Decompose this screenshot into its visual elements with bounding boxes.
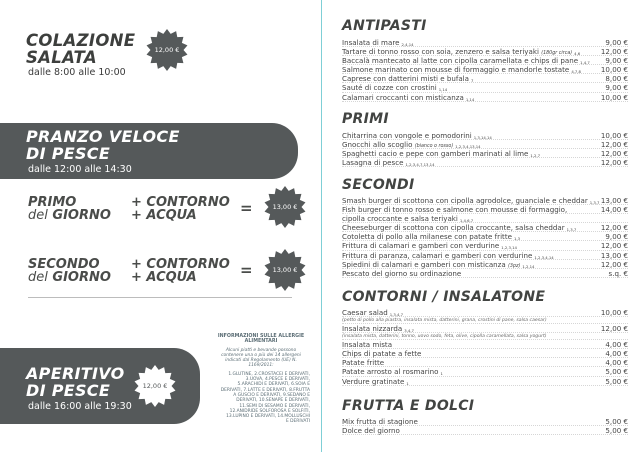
combo-primo bbox=[28, 196, 111, 222]
menu-item bbox=[342, 417, 628, 426]
menu-item-price: 9,00 € bbox=[605, 232, 628, 242]
menu-item bbox=[342, 158, 628, 167]
menu-item-name: Tartare di tonno rosso con soia, zenzero e salsa teriyaki bbox=[342, 47, 539, 57]
section-title-primi: PRIMI bbox=[342, 111, 389, 127]
allergen-body bbox=[212, 348, 310, 369]
menu-item-name: (petto di pollo alla piastra, insalata mista, datterini, grana, crostini di pane, salsa caesar) bbox=[342, 318, 547, 324]
menu-item-price: 9,00 € bbox=[605, 38, 628, 47]
contorni-list bbox=[342, 308, 628, 386]
combo-secondo-del: del bbox=[28, 270, 48, 285]
pranzo-hours: dalle 12:00 alle 14:30 bbox=[28, 164, 132, 175]
menu-item-allergens: 1 bbox=[406, 380, 409, 386]
aperitivo-title bbox=[26, 366, 125, 399]
combo-secondo-equals: = bbox=[240, 261, 253, 279]
menu-item bbox=[342, 149, 628, 158]
menu-item-name: Salmone marinato con mousse di formaggio e mandorle tostate bbox=[342, 65, 570, 75]
menu-item-price: 10,00 € bbox=[600, 65, 628, 75]
combo-secondo-extras bbox=[131, 258, 230, 284]
combo-secondo-price: 13,00 € bbox=[272, 266, 298, 274]
allergen-title-line2: ALIMENTARI bbox=[244, 339, 278, 345]
menu-item-name-wrap bbox=[342, 340, 392, 349]
menu-item-name-wrap bbox=[342, 417, 418, 426]
aperitivo-band bbox=[0, 348, 200, 424]
menu-item-note: (3pz) bbox=[508, 263, 521, 269]
menu-item bbox=[342, 140, 628, 149]
section-title-frutta: FRUTTA E DOLCI bbox=[342, 398, 475, 414]
menu-item-allergens: 4,6 bbox=[574, 51, 581, 57]
menu-item-allergens: 1,14 bbox=[465, 96, 475, 102]
menu-item-name: Cotoletta di pollo alla milanese con patate fritte bbox=[342, 232, 512, 242]
menu-item-allergens: 1,4,7 bbox=[580, 60, 590, 66]
menu-item-price: 12,00 € bbox=[600, 149, 628, 159]
menu-item-name: cipolla croccante e salsa teriyaki bbox=[342, 214, 458, 224]
secondi-list bbox=[342, 196, 628, 278]
menu-item bbox=[342, 74, 628, 83]
menu-item-name: Dolce del giorno bbox=[342, 426, 400, 436]
menu-item-name: Mix frutta di stagione bbox=[342, 417, 418, 426]
menu-item-price: 14,00 € bbox=[600, 205, 628, 215]
menu-item-name: Gnocchi allo scoglio bbox=[342, 140, 413, 150]
menu-item-allergens: 1,2,3,4,14 bbox=[534, 254, 554, 260]
pranzo-title-line1: PRANZO VELOCE bbox=[26, 127, 180, 146]
menu-item bbox=[342, 308, 628, 317]
menu-item-price: 12,00 € bbox=[600, 223, 628, 233]
section-title-contorni: CONTORNI / INSALATONE bbox=[342, 289, 546, 305]
menu-item-name: Cheeseburger di scottona con cipolla croccante, salsa cheddar bbox=[342, 223, 565, 233]
menu-item-name-wrap bbox=[342, 349, 421, 358]
allergen-list-line: DERIVATI, 7.LATTE E DERIVATI, 8.FRUTTA bbox=[220, 387, 310, 393]
combo-primo-del: del bbox=[28, 208, 48, 223]
section-title-antipasti: ANTIPASTI bbox=[342, 18, 427, 34]
menu-panel bbox=[322, 0, 640, 452]
menu-item bbox=[342, 214, 628, 223]
menu-item-price: 9,00 € bbox=[605, 83, 628, 93]
menu-item bbox=[342, 426, 628, 435]
menu-item-name: Pescato del giorno su ordinazione bbox=[342, 268, 462, 278]
menu-item bbox=[342, 358, 628, 367]
menu-item-allergens: 4,7,8 bbox=[571, 69, 581, 75]
colazione-price: 12,00 € bbox=[154, 46, 180, 54]
menu-item-name: Fish burger di tonno rosso e salmone con mousse di formaggio, bbox=[342, 205, 568, 215]
menu-item-name: Caesar salad bbox=[342, 308, 388, 317]
menu-item-name: Chips di patate a fette bbox=[342, 349, 422, 359]
menu-item bbox=[342, 324, 628, 333]
allergen-list-line: DERIVATI, 10.SENAPE E DERIVATI, bbox=[236, 398, 310, 404]
menu-item-price: 8,00 € bbox=[605, 74, 628, 84]
allergen-title-line1: INFORMAZIONI SULLE ALLERGIE bbox=[217, 334, 305, 339]
menu-item-allergens: 7 bbox=[470, 78, 474, 84]
menu-item-name: Insalata nizzarda bbox=[342, 324, 403, 334]
menu-item-name: Patate arrosto al rosmarino bbox=[342, 367, 439, 377]
menu-item-name-wrap bbox=[342, 377, 409, 388]
menu-item-description bbox=[342, 317, 628, 324]
menu-item bbox=[342, 205, 628, 214]
menu-item-price: 10,00 € bbox=[600, 131, 628, 140]
menu-item-description bbox=[342, 333, 628, 340]
colazione-title-line1: COLAZIONE bbox=[26, 31, 136, 50]
menu-item bbox=[342, 38, 628, 47]
allergen-list-line: 13.LUPINO E DERIVATI, 14.MOLLUSCHI bbox=[226, 414, 310, 420]
primi-list bbox=[342, 131, 628, 167]
menu-item-name: Smash burger di scottona con cipolla agrodolce, guanciale e cheddar bbox=[342, 196, 588, 205]
menu-item-note: (180gr circa) bbox=[541, 51, 573, 57]
pranzo-band bbox=[0, 123, 298, 179]
allergen-info bbox=[212, 334, 310, 425]
menu-item-allergens: 1,2,7 bbox=[530, 153, 541, 159]
menu-item bbox=[342, 241, 628, 250]
colazione-price-badge bbox=[146, 29, 188, 71]
allergen-body-line: 1169/2011: bbox=[248, 363, 274, 369]
menu-item-price: 12,00 € bbox=[600, 47, 628, 57]
colazione-title-line2: SALATA bbox=[26, 48, 97, 67]
allergen-list bbox=[212, 372, 310, 425]
section-title-secondi: SECONDI bbox=[342, 177, 415, 193]
menu-item-name-wrap bbox=[342, 269, 461, 278]
combo-primo-price-badge bbox=[264, 186, 306, 228]
menu-item-allergens: 1,4,6,7 bbox=[459, 218, 474, 224]
allergen-list-line: E DERIVATI bbox=[285, 419, 310, 425]
menu-item-allergens: 1,3,7 bbox=[589, 200, 600, 205]
combo-secondo-price-badge bbox=[264, 249, 306, 291]
combo-primo-equals: = bbox=[240, 199, 253, 217]
pranzo-title bbox=[26, 129, 180, 162]
menu-item-name-wrap bbox=[342, 426, 400, 435]
menu-item bbox=[342, 56, 628, 65]
menu-item-price: 12,00 € bbox=[600, 241, 628, 251]
menu-item bbox=[342, 349, 628, 358]
allergen-list-line: 11.SEMI DI SESAMO E DERIVATI, bbox=[239, 403, 310, 409]
combo-primo-price: 13,00 € bbox=[272, 203, 298, 211]
menu-item-allergens: 1,3 bbox=[513, 236, 521, 242]
menu-item-name: Verdure gratinate bbox=[342, 376, 405, 386]
aperitivo-hours: dalle 16:00 alle 19:30 bbox=[28, 401, 132, 412]
menu-item bbox=[342, 251, 628, 260]
allergen-list-line: 12.ANIDRIDE SOLFOROSA E SOLFITI, bbox=[229, 408, 310, 414]
aperitivo-price: 12,00 € bbox=[142, 382, 168, 390]
combo-primo-contorno: + CONTORNO bbox=[131, 195, 230, 210]
allergen-body-line: contenere una o più dei 14 allergeni bbox=[221, 352, 301, 358]
allergen-body-line: Alcuni piatti e bevande possono bbox=[225, 347, 297, 353]
combo-primo-title: PRIMO bbox=[28, 195, 77, 210]
menu-item bbox=[342, 93, 628, 102]
menu-item-allergens: 1,2,3,14 bbox=[501, 245, 517, 251]
combo-secondo-acqua: + ACQUA bbox=[131, 270, 197, 285]
menu-item-name: Spiedini di calamari e gamberi con misticanza bbox=[342, 259, 506, 269]
menu-item bbox=[342, 377, 628, 386]
menu-item-price: 12,00 € bbox=[600, 324, 628, 334]
menu-item bbox=[342, 83, 628, 92]
combo-primo-giorno: GIORNO bbox=[52, 208, 111, 223]
menu-item-price: 12,00 € bbox=[600, 259, 628, 269]
menu-item-name-wrap bbox=[342, 333, 547, 340]
frutta-list bbox=[342, 417, 628, 435]
menu-item-price: 4,00 € bbox=[605, 349, 628, 359]
menu-item-allergens: 1,2,3,4,13,14 bbox=[455, 144, 481, 150]
colazione-title bbox=[26, 32, 135, 66]
aperitivo-price-badge bbox=[134, 365, 176, 407]
menu-item bbox=[342, 232, 628, 241]
menu-item-name: Caprese con datterini misti e bufala bbox=[342, 74, 469, 84]
menu-item bbox=[342, 196, 628, 205]
menu-item-name: Spaghetti cacio e pepe con gamberi marinati al lime bbox=[342, 149, 529, 159]
menu-item-name: Frittura di paranza, calamari e gamberi con verdurine bbox=[342, 250, 533, 260]
aperitivo-title-line2: DI PESCE bbox=[26, 380, 111, 400]
menu-item-price: 9,00 € bbox=[605, 56, 628, 66]
menu-item-allergens: 1,2,14 bbox=[522, 263, 535, 269]
menu-item bbox=[342, 47, 628, 56]
menu-item-name-wrap bbox=[342, 158, 434, 169]
menu-item-price: 5,00 € bbox=[605, 376, 628, 386]
menu-item-price: 13,00 € bbox=[600, 196, 628, 205]
menu-item-name: Baccalà mantecato al latte con cipolla caramellata e chips di pane bbox=[342, 56, 579, 66]
menu-item-allergens: 1 bbox=[440, 371, 443, 377]
menu-item-name-wrap bbox=[342, 317, 547, 324]
menu-item bbox=[342, 340, 628, 349]
menu-item-allergens: 1,2,3,4,7,13,14 bbox=[405, 162, 435, 168]
menu-item bbox=[342, 269, 628, 278]
menu-item-note: (bianco o rosso) bbox=[414, 144, 454, 150]
colazione-hours: dalle 8:00 alle 10:00 bbox=[28, 67, 126, 78]
menu-item-price: 4,00 € bbox=[605, 358, 628, 368]
combo-primo-acqua: + ACQUA bbox=[131, 208, 197, 223]
menu-item-allergens: 1,3,4,7 bbox=[389, 312, 404, 317]
menu-item bbox=[342, 367, 628, 376]
menu-item-name: Sauté di cozze con crostini bbox=[342, 83, 437, 93]
menu-item-price: 12,00 € bbox=[600, 158, 628, 168]
allergen-list-line: 1.GLUTINE, 2.CROSTACEI E DERIVATI, bbox=[228, 371, 310, 377]
menu-item-price: 5,00 € bbox=[605, 417, 628, 426]
menu-item-allergens: 1,14 bbox=[438, 87, 448, 93]
menu-item bbox=[342, 65, 628, 74]
menu-item-name-wrap bbox=[342, 93, 474, 104]
pranzo-title-line2: DI PESCE bbox=[26, 143, 111, 163]
menu-item-name: Lasagna di pesce bbox=[342, 158, 404, 168]
menu-item-price: 10,00 € bbox=[600, 92, 628, 102]
menu-item-price: 10,00 € bbox=[600, 308, 628, 317]
allergen-list-line: 3.UOVA, 4.PESCE E DERIVATI, bbox=[245, 377, 310, 383]
allergen-list-line: A GUSCIO E DERIVATI, 9.SEDANO E bbox=[233, 392, 310, 398]
menu-item-price: 5,00 € bbox=[605, 426, 628, 436]
menu-item-price: 5,00 € bbox=[605, 367, 628, 377]
separator-line bbox=[28, 297, 292, 298]
menu-item-name: Insalata di mare bbox=[342, 38, 400, 47]
combo-secondo-giorno: GIORNO bbox=[52, 270, 111, 285]
menu-item-name-wrap bbox=[342, 358, 384, 367]
menu-item bbox=[342, 223, 628, 232]
combo-primo-extras bbox=[131, 196, 230, 222]
combo-secondo-title: SECONDO bbox=[28, 257, 100, 272]
menu-item-price: 12,00 € bbox=[600, 140, 628, 150]
menu-item bbox=[342, 131, 628, 140]
menu-item-name: (insalata mista, datterini, tonno, uovo sodo, feta, olive, cipolla caramellata, salsa yogurt) bbox=[342, 334, 547, 340]
menu-item-allergens: 2,4,14 bbox=[401, 42, 414, 47]
antipasti-list bbox=[342, 38, 628, 102]
allergen-body-line: indicati dal Regolamento (UE) N. bbox=[225, 358, 297, 364]
menu-item-name: Insalata mista bbox=[342, 340, 393, 350]
menu-item-price: 4,00 € bbox=[605, 340, 628, 350]
menu-item-allergens: 1,3,14,14 bbox=[473, 135, 492, 140]
combo-secondo bbox=[28, 258, 111, 284]
menu-item-name: Patate fritte bbox=[342, 358, 385, 368]
menu-item-name: Calamari croccanti con misticanza bbox=[342, 92, 464, 102]
menu-item-allergens: 1,3,7 bbox=[566, 227, 577, 233]
menu-item-name: Frittura di calamari e gamberi con verdurine bbox=[342, 241, 500, 251]
menu-item-name-wrap bbox=[342, 205, 567, 214]
combo-secondo-contorno: + CONTORNO bbox=[131, 257, 230, 272]
menu-item-allergens: 3,4,7 bbox=[404, 328, 414, 334]
menu-item-price: s.q. € bbox=[608, 268, 628, 278]
aperitivo-title-line1: APERITIVO bbox=[26, 364, 125, 383]
menu-item-name: Chitarrina con vongole e pomodorini bbox=[342, 131, 472, 140]
allergen-list-line: 5.ARACHIDI E DERIVATI, 6.SOIA E bbox=[237, 382, 310, 388]
menu-item bbox=[342, 260, 628, 269]
menu-item-price: 13,00 € bbox=[600, 250, 628, 260]
